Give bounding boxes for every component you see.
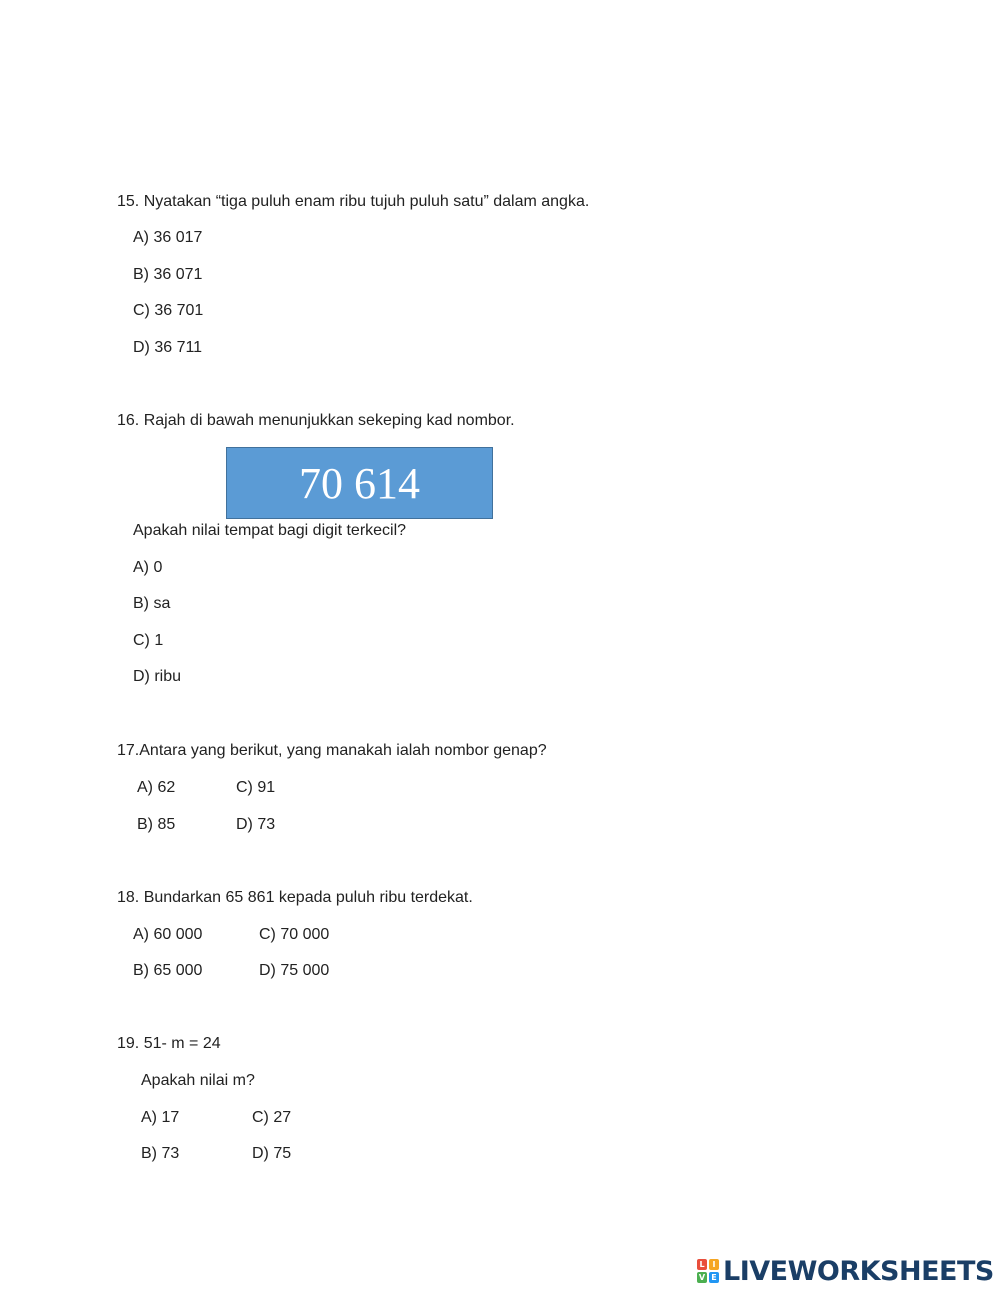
q16-option-d[interactable]: D) ribu — [133, 668, 182, 685]
q15-option-c[interactable]: C) 36 701 — [133, 302, 204, 319]
question-18: 18. Bundarkan 65 861 kepada puluh ribu terdekat. — [117, 889, 473, 906]
q18-option-d[interactable]: D) 75 000 — [259, 962, 330, 979]
q19-option-a[interactable]: A) 17 — [141, 1109, 180, 1126]
q16-option-a[interactable]: A) 0 — [133, 559, 163, 576]
q17-option-a[interactable]: A) 62 — [137, 779, 176, 796]
card-number: 70 614 — [299, 458, 420, 508]
q16-option-c[interactable]: C) 1 — [133, 632, 164, 649]
logo-block-v: V — [698, 1273, 706, 1282]
logo-block-i: I — [709, 1259, 719, 1270]
question-16: 16. Rajah di bawah menunjukkan sekeping kad nombor. — [117, 412, 515, 429]
logo-block-l: L — [697, 1259, 707, 1270]
q17-option-c[interactable]: C) 91 — [236, 779, 276, 796]
q18-option-a[interactable]: A) 60 000 — [133, 926, 203, 943]
q16-option-b[interactable]: B) sa — [133, 595, 171, 612]
q17-option-b[interactable]: B) 85 — [137, 816, 176, 833]
q19-sub-question: Apakah nilai m? — [141, 1072, 255, 1089]
q19-option-c[interactable]: C) 27 — [252, 1109, 292, 1126]
q17-option-d[interactable]: D) 73 — [236, 816, 276, 833]
logo-text: LIVEWORKSHEETS — [723, 1255, 994, 1287]
q16-sub-question: Apakah nilai tempat bagi digit terkecil? — [133, 522, 407, 539]
question-15: 15. Nyatakan “tiga puluh enam ribu tujuh puluh satu” dalam angka. — [117, 193, 590, 210]
q19-option-b[interactable]: B) 73 — [141, 1145, 180, 1162]
liveworksheets-logo — [697, 1254, 994, 1288]
question-19: 19. 51- m = 24 — [117, 1035, 221, 1052]
q15-option-a[interactable]: A) 36 017 — [133, 229, 203, 246]
q18-option-c[interactable]: C) 70 000 — [259, 926, 330, 943]
q18-option-b[interactable]: B) 65 000 — [133, 962, 203, 979]
number-card — [226, 447, 493, 519]
q19-option-d[interactable]: D) 75 — [252, 1145, 292, 1162]
logo-block-e: E — [709, 1272, 719, 1283]
question-17: 17.Antara yang berikut, yang manakah ialah nombor genap? — [117, 742, 547, 759]
logo-blocks-icon — [697, 1259, 719, 1283]
q15-option-b[interactable]: B) 36 071 — [133, 266, 203, 283]
q15-option-d[interactable]: D) 36 711 — [133, 339, 203, 356]
